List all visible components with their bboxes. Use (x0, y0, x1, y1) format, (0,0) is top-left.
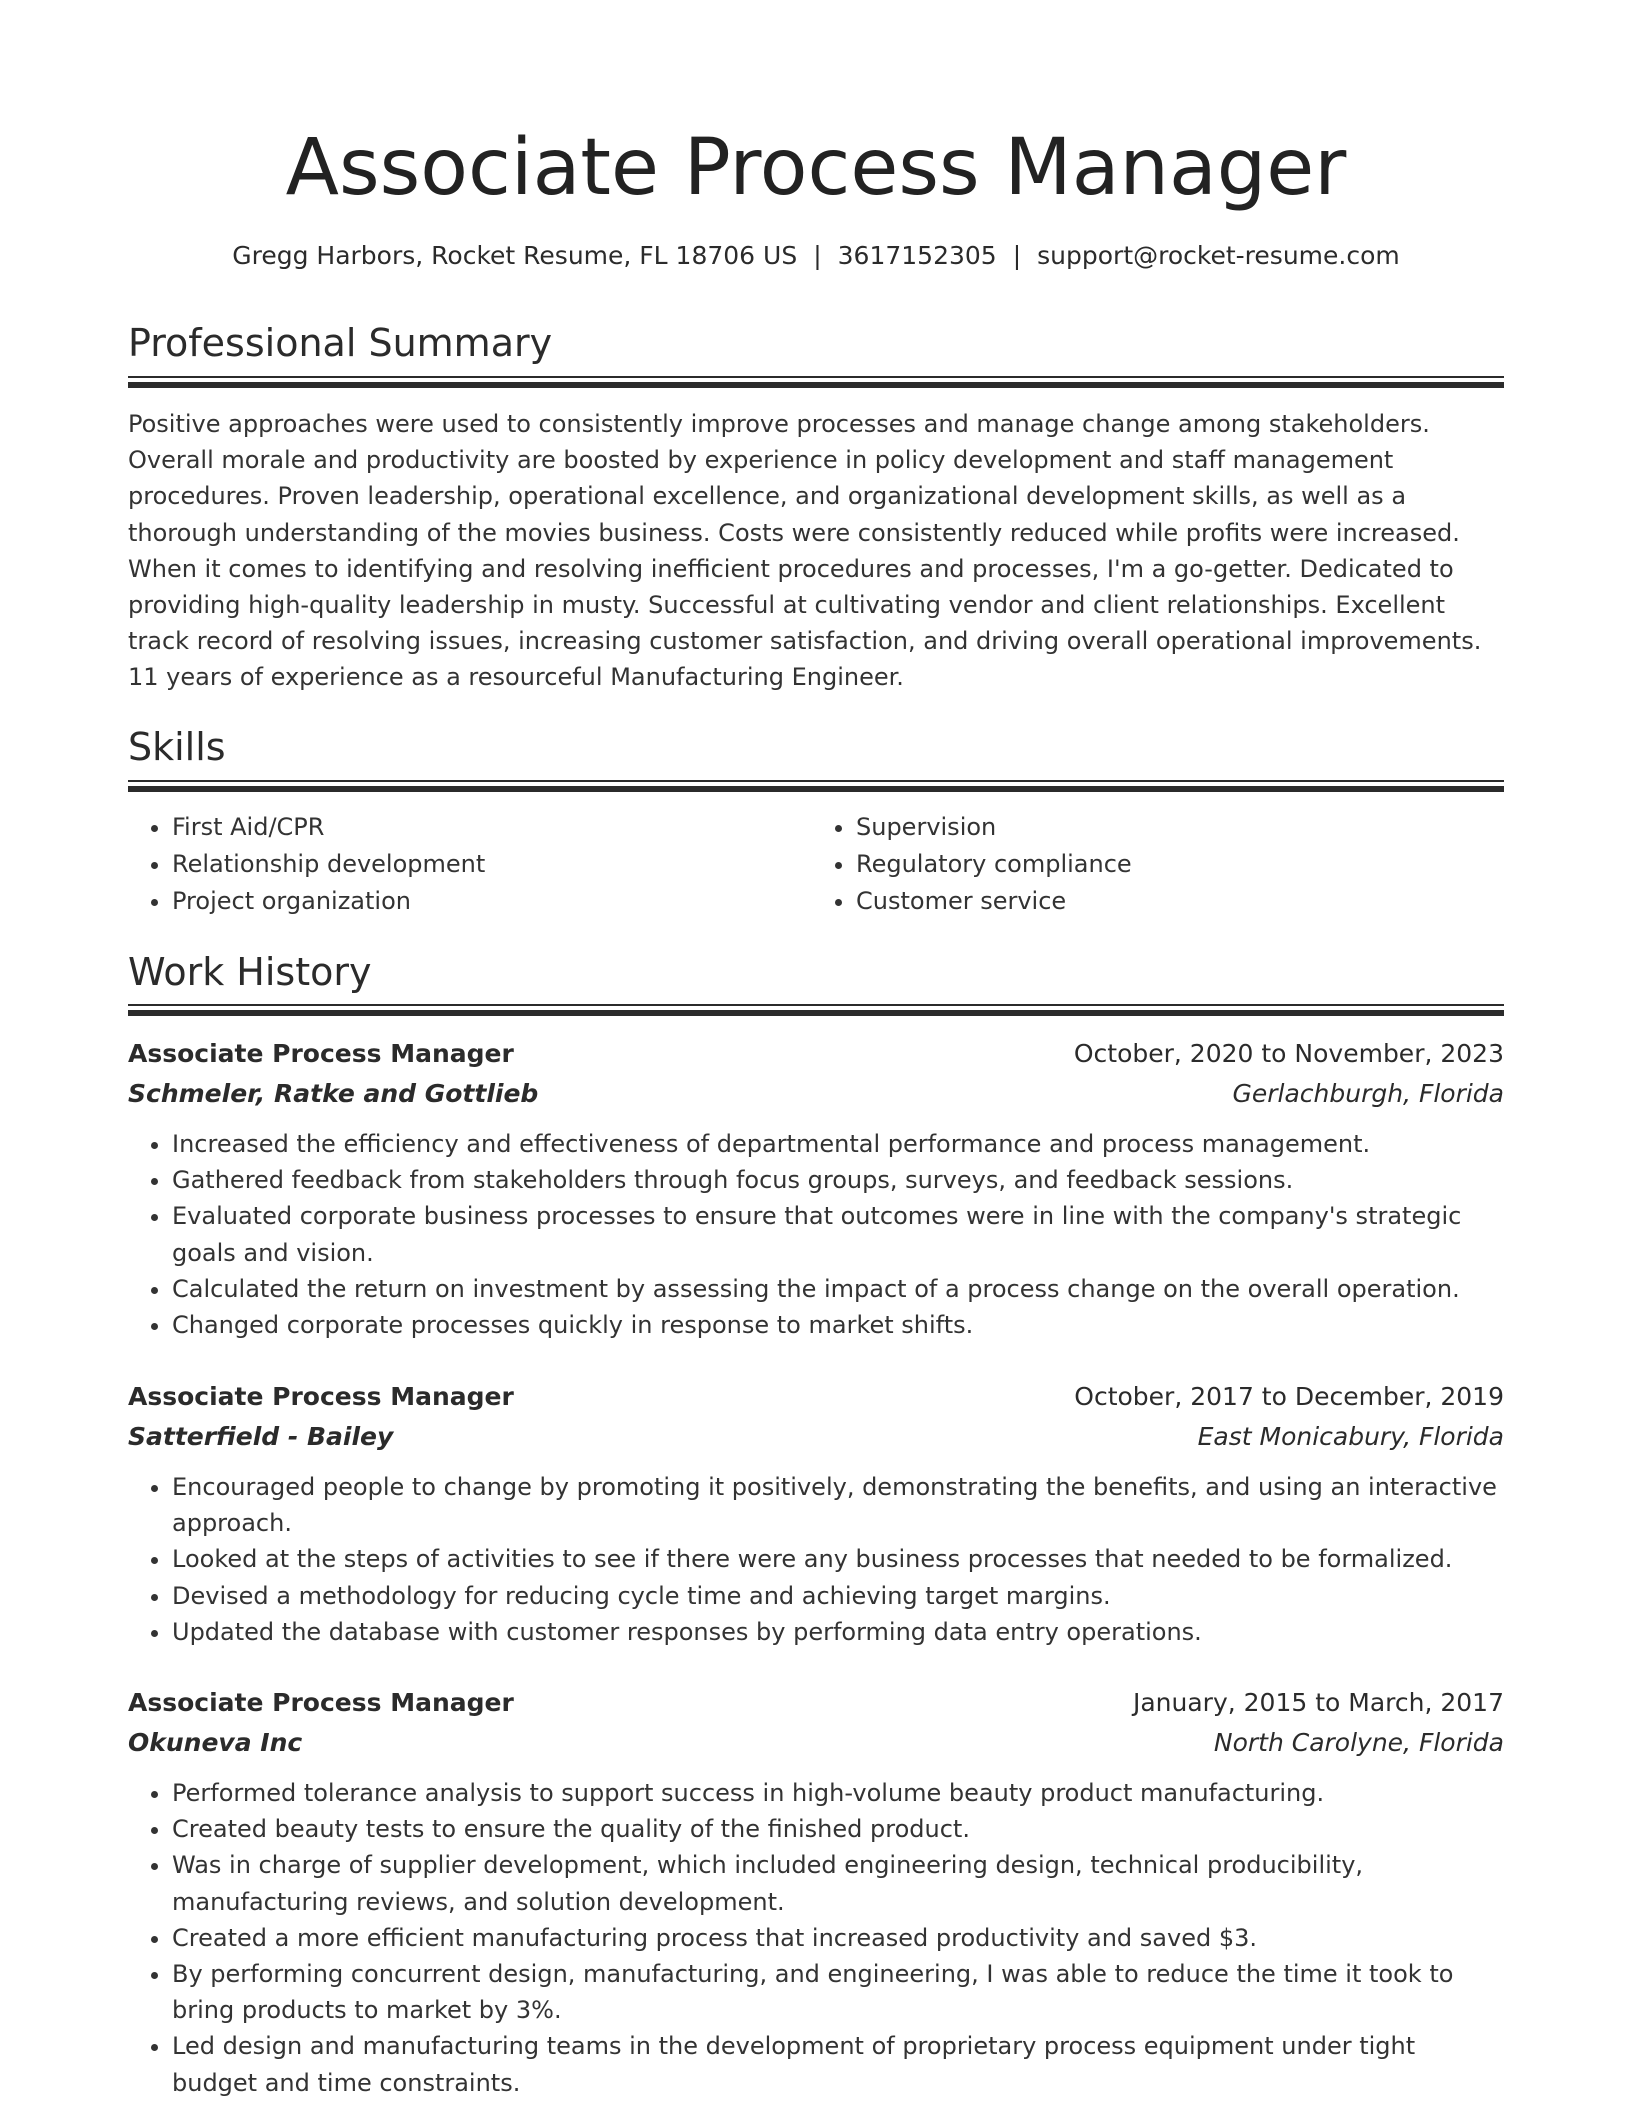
job-bullet: • Gathered feedback from stakeholders through focus groups, surveys, and feedback sessions. (172, 1162, 1504, 1198)
skill-item: • Supervision (856, 809, 1490, 846)
skill-item: • Customer service (856, 883, 1490, 920)
job-bullet: • Was in charge of supplier development, which included engineering design, technical producibility, manufacturing reviews, and solution development. (172, 1847, 1504, 1919)
job-header-row (128, 1683, 1504, 1723)
job-bullet: • Looked at the steps of activities to see if there were any business processes that needed to be formalized. (172, 1541, 1504, 1577)
skills-column-right (806, 809, 1490, 920)
skills-heading: Skills (128, 725, 226, 769)
job-title: Associate Process Manager (128, 1688, 514, 1717)
job-bullets (128, 1126, 1504, 1343)
job-location: North Carolyne, Florida (1213, 1728, 1504, 1757)
job-title: Associate Process Manager (128, 1039, 514, 1068)
contact-address: Gregg Harbors, Rocket Resume, FL 18706 US (232, 241, 798, 270)
job-entry (128, 1034, 1504, 1343)
job-dates: January, 2015 to March, 2017 (1132, 1688, 1504, 1717)
job-company: Satterfield - Bailey (128, 1422, 394, 1451)
job-dates: October, 2020 to November, 2023 (1073, 1039, 1504, 1068)
job-bullet: • Created beauty tests to ensure the quality of the finished product. (172, 1811, 1504, 1847)
contact-separator: | (1012, 241, 1022, 270)
job-bullet: • Updated the database with customer responses by performing data entry operations. (172, 1614, 1504, 1650)
job-entry (128, 1683, 1504, 2101)
contact-email: support@rocket-resume.com (1037, 241, 1400, 270)
job-bullet: • Devised a methodology for reducing cycle time and achieving target margins. (172, 1578, 1504, 1614)
section-divider (128, 780, 1504, 792)
job-header-row (128, 1034, 1504, 1074)
section-divider (128, 376, 1504, 388)
work-heading: Work History (128, 950, 372, 994)
skill-item: • Regulatory compliance (856, 846, 1490, 883)
job-bullet: • Evaluated corporate business processes to ensure that outcomes were in line with the company's strategic goals and vision. (172, 1198, 1504, 1270)
skill-item: • First Aid/CPR (172, 809, 806, 846)
job-dates: October, 2017 to December, 2019 (1074, 1382, 1504, 1411)
job-bullet: • Increased the efficiency and effectiveness of departmental performance and process management. (172, 1126, 1504, 1162)
contact-phone: 3617152305 (837, 241, 997, 270)
summary-heading: Professional Summary (128, 321, 553, 365)
job-bullet: • Changed corporate processes quickly in response to market shifts. (172, 1307, 1504, 1343)
section-divider (128, 1004, 1504, 1016)
job-bullet: • Performed tolerance analysis to support success in high-volume beauty product manufacturing. (172, 1775, 1504, 1811)
job-bullet: • Encouraged people to change by promoting it positively, demonstrating the benefits, and using an interactive approach. (172, 1469, 1504, 1541)
job-bullet: • Calculated the return on investment by assessing the impact of a process change on the overall operation. (172, 1271, 1504, 1307)
job-location: East Monicabury, Florida (1197, 1422, 1504, 1451)
job-bullet: • Led design and manufacturing teams in the development of proprietary process equipment under tight budget and time constraints. (172, 2028, 1504, 2100)
job-bullets (128, 1469, 1504, 1650)
job-bullets (128, 1775, 1504, 2101)
job-bullet: • By performing concurrent design, manufacturing, and engineering, I was able to reduce the time it took to bring products to market by 3%. (172, 1956, 1504, 2028)
job-bullet: • Created a more efficient manufacturing process that increased productivity and saved $3. (172, 1920, 1504, 1956)
job-header-row (128, 1377, 1504, 1417)
job-location: Gerlachburgh, Florida (1232, 1079, 1504, 1108)
skills-column-left (128, 809, 806, 920)
skill-item: • Project organization (172, 883, 806, 920)
summary-text: Positive approaches were used to consistently improve processes and manage change among stakeholders. Overall morale and productivity are boosted by experience in policy development and staff management procedures. Proven leadership, operational excellence, and organizational development skills, as well as a thorough understanding of the movies business. Costs were consistently reduced while profits were increased. When it comes to identifying and resolving inefficient procedures and processes, I'm a go-getter. Dedicated to providing high-quality leadership in musty. Successful at cultivating vendor and client relationships. Excellent track record of resolving issues, increasing customer satisfaction, and driving overall operational improvements. 11 years of experience as a resourceful Manufacturing Engineer. (128, 410, 1482, 692)
job-company-row (128, 1074, 1504, 1114)
contact-line (128, 236, 1504, 276)
skills-list (128, 809, 1504, 920)
contact-separator: | (813, 241, 822, 270)
job-title: Associate Process Manager (128, 1382, 514, 1411)
resume-title: Associate Process Manager (285, 123, 1347, 213)
job-entry (128, 1377, 1504, 1650)
job-company: Okuneva Inc (128, 1728, 303, 1757)
job-company-row (128, 1417, 1504, 1457)
job-company-row (128, 1723, 1504, 1763)
job-company: Schmeler, Ratke and Gottlieb (128, 1079, 539, 1108)
skill-item: • Relationship development (172, 846, 806, 883)
